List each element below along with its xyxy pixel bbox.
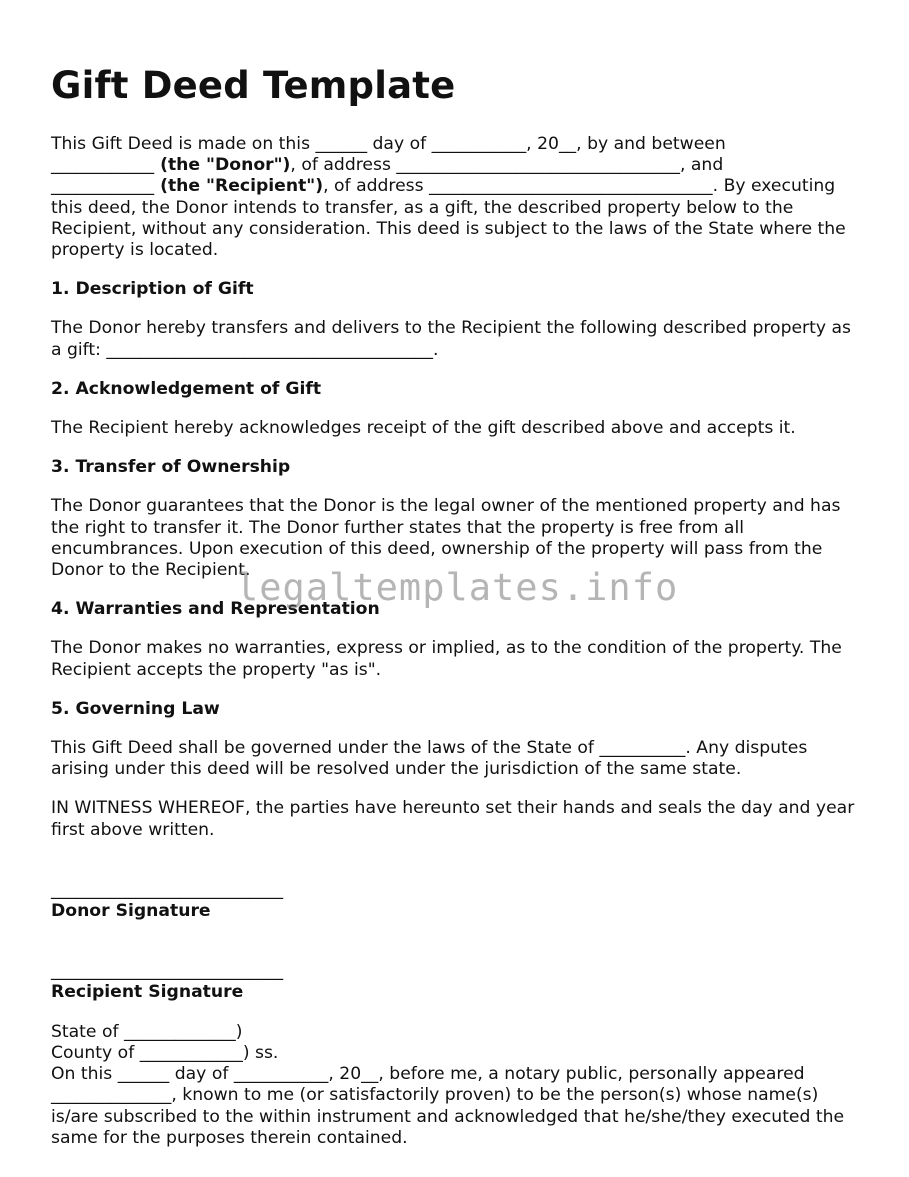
donor-signature-label: Donor Signature <box>51 901 211 922</box>
recipient-signature-line: ___________________________ <box>51 961 284 982</box>
witness-paragraph: IN WITNESS WHEREOF, the parties have hereunto set their hands and seals the day and year first above written. <box>51 798 855 840</box>
intro-text-2: , of address _________________________________, and <box>290 155 724 176</box>
donor-name-blank: ____________ <box>51 155 155 176</box>
donor-signature-block <box>51 880 861 922</box>
recipient-name-blank: ____________ <box>51 176 155 197</box>
document-title: Gift Deed Template <box>51 64 456 107</box>
intro-paragraph <box>51 134 861 261</box>
document-page <box>51 62 861 1149</box>
section-heading-2: 2. Acknowledgement of Gift <box>51 378 322 399</box>
recipient-signature-label: Recipient Signature <box>51 982 244 1003</box>
section-heading-3: 3. Transfer of Ownership <box>51 457 291 478</box>
donor-label: (the "Donor") <box>154 155 291 176</box>
section-heading-1: 1. Description of Gift <box>51 279 254 300</box>
intro-text-3: , of address _________________________________. By executing this deed, the Donor intends to transfer, as a gift, the described property below to the Recipient, without any consideration. This deed is subject to the laws of the State where the property is located. <box>51 176 846 261</box>
notary-section <box>51 1022 861 1149</box>
section-body-1: The Donor hereby transfers and delivers to the Recipient the following described property as a gift: ______________________________________. <box>51 318 851 360</box>
donor-signature-line: ___________________________ <box>51 879 284 900</box>
section-heading-5: 5. Governing Law <box>51 698 220 719</box>
section-body-3: The Donor guarantees that the Donor is the legal owner of the mentioned property and has the right to transfer it. The Donor further states that the property is free from all encumbrances. Upon execution of this deed, ownership of the property will pass from the Donor to the Recipient. <box>51 496 841 581</box>
section-heading-4: 4. Warranties and Representation <box>51 599 380 620</box>
section-body-5: This Gift Deed shall be governed under the laws of the State of __________. Any disputes arising under this deed will be resolved under the jurisdiction of the same state. <box>51 738 808 780</box>
notary-body: On this ______ day of ___________, 20__, before me, a notary public, personally appeared ______________, known to me (or satisfactorily proven) to be the person(s) whose name(s) is/are subscribed to the within instrument and acknowledged that he/she/they executed the same for the purposes therein contained. <box>51 1064 845 1148</box>
notary-county: County of ____________) ss. <box>51 1042 279 1063</box>
recipient-signature-block <box>51 961 861 1003</box>
notary-state: State of _____________) <box>51 1021 243 1042</box>
watermark: legaltemplates.info <box>236 566 679 609</box>
recipient-label: (the "Recipient") <box>154 176 324 197</box>
section-body-2: The Recipient hereby acknowledges receipt of the gift described above and accepts it. <box>51 418 796 439</box>
section-body-4: The Donor makes no warranties, express or implied, as to the condition of the property. The Recipient accepts the property "as is". <box>51 638 842 680</box>
intro-text-1: This Gift Deed is made on this ______ day of ___________, 20__, by and between <box>51 134 726 154</box>
